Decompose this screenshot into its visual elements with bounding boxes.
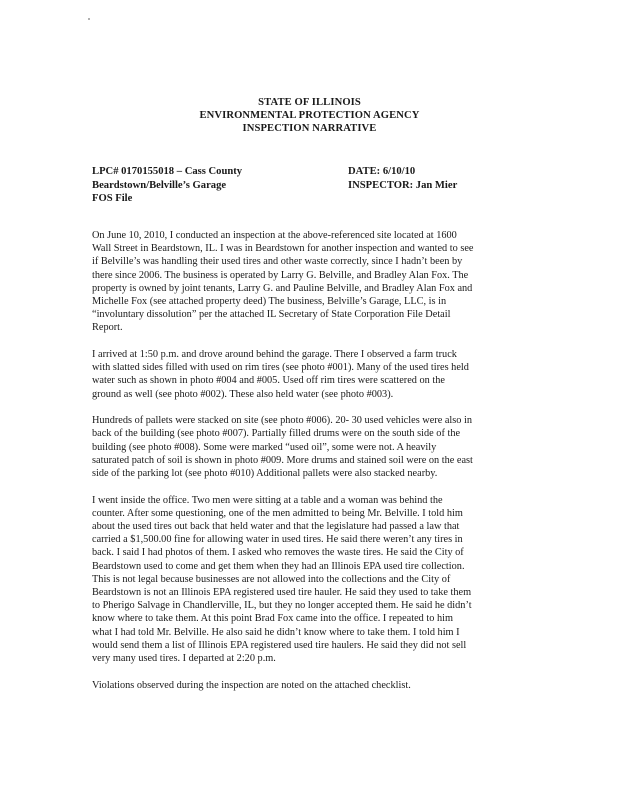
lpc-number: LPC# 0170155018 – Cass County <box>92 166 243 177</box>
paragraph-line: carried a $1,500.00 fine for allowing water in used tires. He said there weren’t any tires in <box>92 534 463 546</box>
header-agency: ENVIRONMENTAL PROTECTION AGENCY <box>199 110 420 121</box>
narrative-paragraph <box>92 348 532 401</box>
paragraph-line: about the used tires out back that held water and that the legislature had passed a law that <box>92 521 460 533</box>
meta-right <box>348 165 457 192</box>
paragraph-line: Beardstown is not an Illinois EPA registered used tire hauler. He said they used to take them <box>92 587 472 599</box>
paragraph-line: back of the building (see photo #007). Partially filled drums were on the south side of the <box>92 428 461 440</box>
paragraph-line: Violations observed during the inspection are noted on the attached checklist. <box>92 679 411 691</box>
paragraph-line: On June 10, 2010, I conducted an inspection at the above-referenced site located at 1600 <box>92 230 457 241</box>
scan-speck <box>88 18 90 20</box>
paragraph-line: building (see photo #008). Some were marked “used oil”, some were not. A heavily <box>92 441 437 453</box>
paragraph-line: water such as shown in photo #004 and #005. Used off rim tires were scattered on the <box>92 375 445 387</box>
site-name: Beardstown/Belville’s Garage <box>92 179 227 191</box>
paragraph-line: saturated patch of soil is shown in photo #009. More drums and stained soil were on the east <box>92 454 473 466</box>
paragraph-line: side of the parking lot (see photo #010) Additional pallets were also stacked nearby. <box>92 468 438 480</box>
narrative-paragraph <box>92 494 532 666</box>
file-type: FOS File <box>92 193 133 204</box>
header-title: INSPECTION NARRATIVE <box>242 123 377 134</box>
paragraph-line: back. I said I had photos of them. I asked who removes the waste tires. He said the City of <box>92 547 464 559</box>
paragraph-line: property is owned by joint tenants, Larry G. and Pauline Belville, and Bradley Alan Fox and <box>92 282 473 294</box>
narrative-body <box>92 229 532 705</box>
paragraph-line: what I had told Mr. Belville. He also said he didn’t know where to take them. I told him I <box>92 626 460 638</box>
paragraph-line: Hundreds of pallets were stacked on site (see photo #006). 20- 30 used vehicles were also in <box>92 415 473 427</box>
paragraph-line: to Pherigo Salvage in Chandlerville, IL, but they no longer accepted them. He said he didn’t <box>92 600 472 612</box>
paragraph-line: I arrived at 1:50 p.m. and drove around behind the garage. There I observed a farm truck <box>92 349 457 361</box>
paragraph-line: would send them a list of Illinois EPA registered used tire haulers. He said they did not sell <box>92 639 467 651</box>
paragraph-line: I went inside the office. Two men were sitting at a table and a woman was behind the <box>92 494 443 506</box>
narrative-paragraph <box>92 414 532 480</box>
inspector-name: INSPECTOR: Jan Mier <box>348 179 458 191</box>
narrative-paragraph <box>92 229 532 335</box>
paragraph-line: ground as well (see photo #002). These also held water (see photo #003). <box>92 388 394 400</box>
paragraph-line: counter. After some questioning, one of the men admitted to being Mr. Belville. I told him <box>92 507 463 519</box>
paragraph-line: very many used tires. I departed at 2:20 p.m. <box>92 653 276 665</box>
paragraph-line: Beardstown used to come and get them when they had an Illinois EPA used tire collection. <box>92 560 465 572</box>
paragraph-line: “involuntary dissolution” per the attached IL Secretary of State Corporation File Detail <box>92 309 451 321</box>
header-state: STATE OF ILLINOIS <box>258 97 361 108</box>
paragraph-line: if Belville’s was handling their used tires and other waste correctly, since I hadn’t been by <box>92 256 463 268</box>
paragraph-line: with slatted sides filled with used on rim tires (see photo #001). Many of the used tires held <box>92 362 469 374</box>
document-header <box>0 96 619 135</box>
narrative-paragraph <box>92 679 532 692</box>
meta-left <box>92 165 242 206</box>
paragraph-line: Wall Street in Beardstown, IL. I was in Beardstown for another inspection and wanted to see <box>92 243 474 255</box>
paragraph-line: Michelle Fox (see attached property deed) The business, Belville’s Garage, LLC, is in <box>92 296 447 308</box>
paragraph-line: Report. <box>92 322 123 334</box>
paragraph-line: know where to take them. At this point Brad Fox came into the office. I repeated to him <box>92 613 453 625</box>
paragraph-line: This is not legal because businesses are not allowed into the collections and the City of <box>92 573 451 585</box>
inspection-date: DATE: 6/10/10 <box>348 166 416 177</box>
paragraph-line: there since 2006. The business is operated by Larry G. Belville, and Bradley Alan Fox. The <box>92 269 469 281</box>
